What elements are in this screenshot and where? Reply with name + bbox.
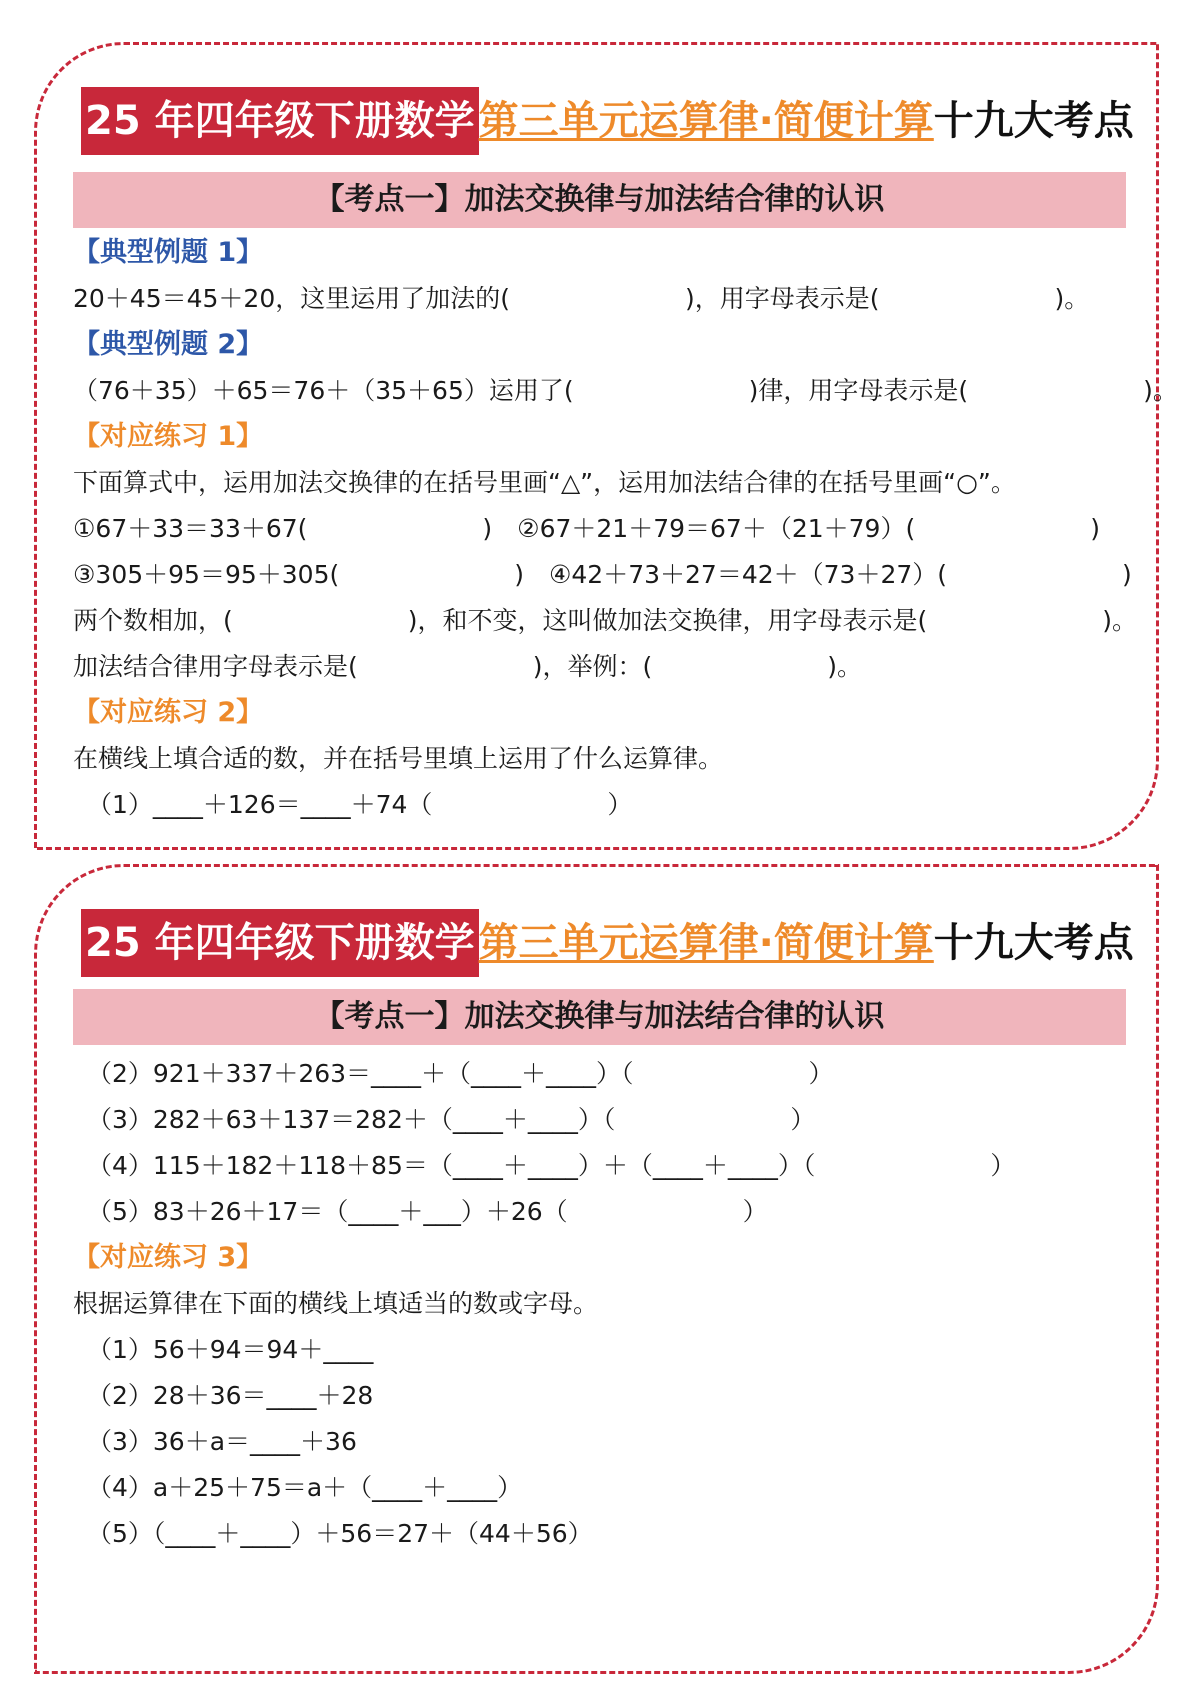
question-line: （1）56＋94＝94＋____ [87,1335,374,1364]
question-line: （3）282＋63＋137＝282＋（____＋____）（ ） [87,1105,816,1134]
title-grade-label: 25 年四年级下册数学 [81,87,479,155]
instruction-line: 下面算式中，运用加法交换律的在括号里画“△”，运用加法结合律的在括号里画“○”。 [73,468,1016,497]
title-topic-label: 十九大考点 [933,98,1134,144]
practice-heading: 【对应练习 1】 [73,421,264,452]
title-unit-label: 第三单元运算律·简便计算 [478,98,934,144]
worksheet-title [81,87,1134,155]
question-line: （3）36＋a＝____＋36 [87,1427,357,1456]
question-line: （4）115＋182＋118＋85＝（____＋____）＋（____＋____）（ ） [87,1151,1016,1180]
example-heading: 【典型例题 2】 [73,329,264,360]
question-line: （5）（____＋____）＋56＝27＋（44＋56） [87,1519,593,1548]
title-unit-label: 第三单元运算律·简便计算 [478,920,934,966]
question-line: ①67＋33＝33＋67( ) ②67＋21＋79＝67＋（21＋79）( ) [73,514,1100,543]
section-heading-band: 【考点一】加法交换律与加法结合律的认识 [73,172,1126,228]
question-line: （1）____＋126＝____＋74（ ） [87,790,633,819]
question-line: （2）28＋36＝____＋28 [87,1381,374,1410]
section-heading-band: 【考点一】加法交换律与加法结合律的认识 [73,989,1126,1045]
worksheet-card-2 [34,864,1159,1674]
card-content [73,230,1178,828]
question-line: ③305＋95＝95＋305( ) ④42＋73＋27＝42＋（73＋27）( ) [73,560,1132,589]
question-line: （5）83＋26＋17＝（____＋___）＋26（ ） [87,1197,768,1226]
question-line: 加法结合律用字母表示是( )，举例：( )。 [73,652,863,681]
practice-heading: 【对应练习 3】 [73,1242,264,1273]
practice-heading: 【对应练习 2】 [73,697,264,728]
question-line: （2）921＋337＋263＝____＋（____＋____）（ ） [87,1059,834,1088]
question-line: 两个数相加，( )，和不变，这叫做加法交换律，用字母表示是( )。 [73,606,1138,635]
instruction-line: 根据运算律在下面的横线上填适当的数或字母。 [73,1289,599,1318]
worksheet-card-1 [34,42,1178,850]
title-grade-label: 25 年四年级下册数学 [81,909,479,977]
card-content [73,1051,1133,1557]
example-heading: 【典型例题 1】 [73,237,264,268]
worksheet-title [81,909,1134,977]
question-line: 20＋45＝45＋20，这里运用了加法的( )，用字母表示是( )。 [73,284,1090,313]
title-topic-label: 十九大考点 [933,920,1134,966]
instruction-line: 在横线上填合适的数，并在括号里填上运用了什么运算律。 [73,744,724,773]
question-line: （4）a＋25＋75＝a＋（____＋____） [87,1473,523,1502]
question-line: （76＋35）＋65＝76＋（35＋65）运用了( )律，用字母表示是( )。 [73,376,1178,405]
